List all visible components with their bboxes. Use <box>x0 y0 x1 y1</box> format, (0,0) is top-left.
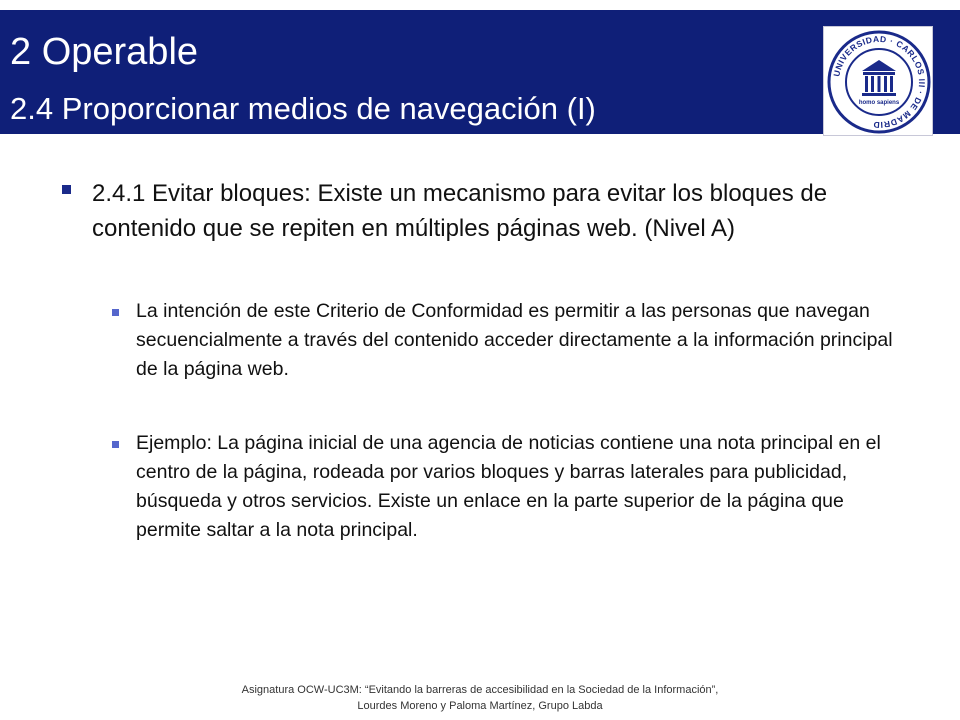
sub-bullet-text: Ejemplo: La página inicial de una agencia de noticias contiene una nota principal en el centro de la página, rodeada por varios bloques y barras laterales para publicidad, búsqueda y otros servicios. Existe un enlace en la parte superior de la página que permite saltar a la nota principal. <box>136 432 881 541</box>
footer-line-2: Lourdes Moreno y Paloma Martínez, Grupo Labda <box>357 700 603 712</box>
slide-footer <box>0 682 960 714</box>
logo-motto: homo sapiens <box>858 100 900 106</box>
university-seal-icon <box>824 27 934 137</box>
slide-title: 2 Operable <box>10 31 199 73</box>
sub-bullet-text: La intención de este Criterio de Conformidad es permitir a las personas que navegan secuencialmente a través del contenido acceder directamente a la información principal de la página web. <box>136 300 893 380</box>
slide-subtitle: 2.4 Proporcionar medios de navegación (I) <box>10 91 596 126</box>
square-bullet-icon <box>112 441 119 448</box>
footer-line-1: Asignatura OCW-UC3M: “Evitando la barreras de accesibilidad en la Sociedad de la Información”, <box>241 684 719 696</box>
main-bullet-text: 2.4.1 Evitar bloques: Existe un mecanismo para evitar los bloques de contenido que se repiten en múltiples páginas web. (Nivel A) <box>92 180 828 242</box>
square-bullet-icon <box>62 185 71 194</box>
square-bullet-icon <box>112 309 119 316</box>
title-band <box>0 10 960 134</box>
university-logo <box>823 26 933 136</box>
logo-ring-text: UNIVERSIDAD · CARLOS III · DE MADRID <box>831 33 928 131</box>
